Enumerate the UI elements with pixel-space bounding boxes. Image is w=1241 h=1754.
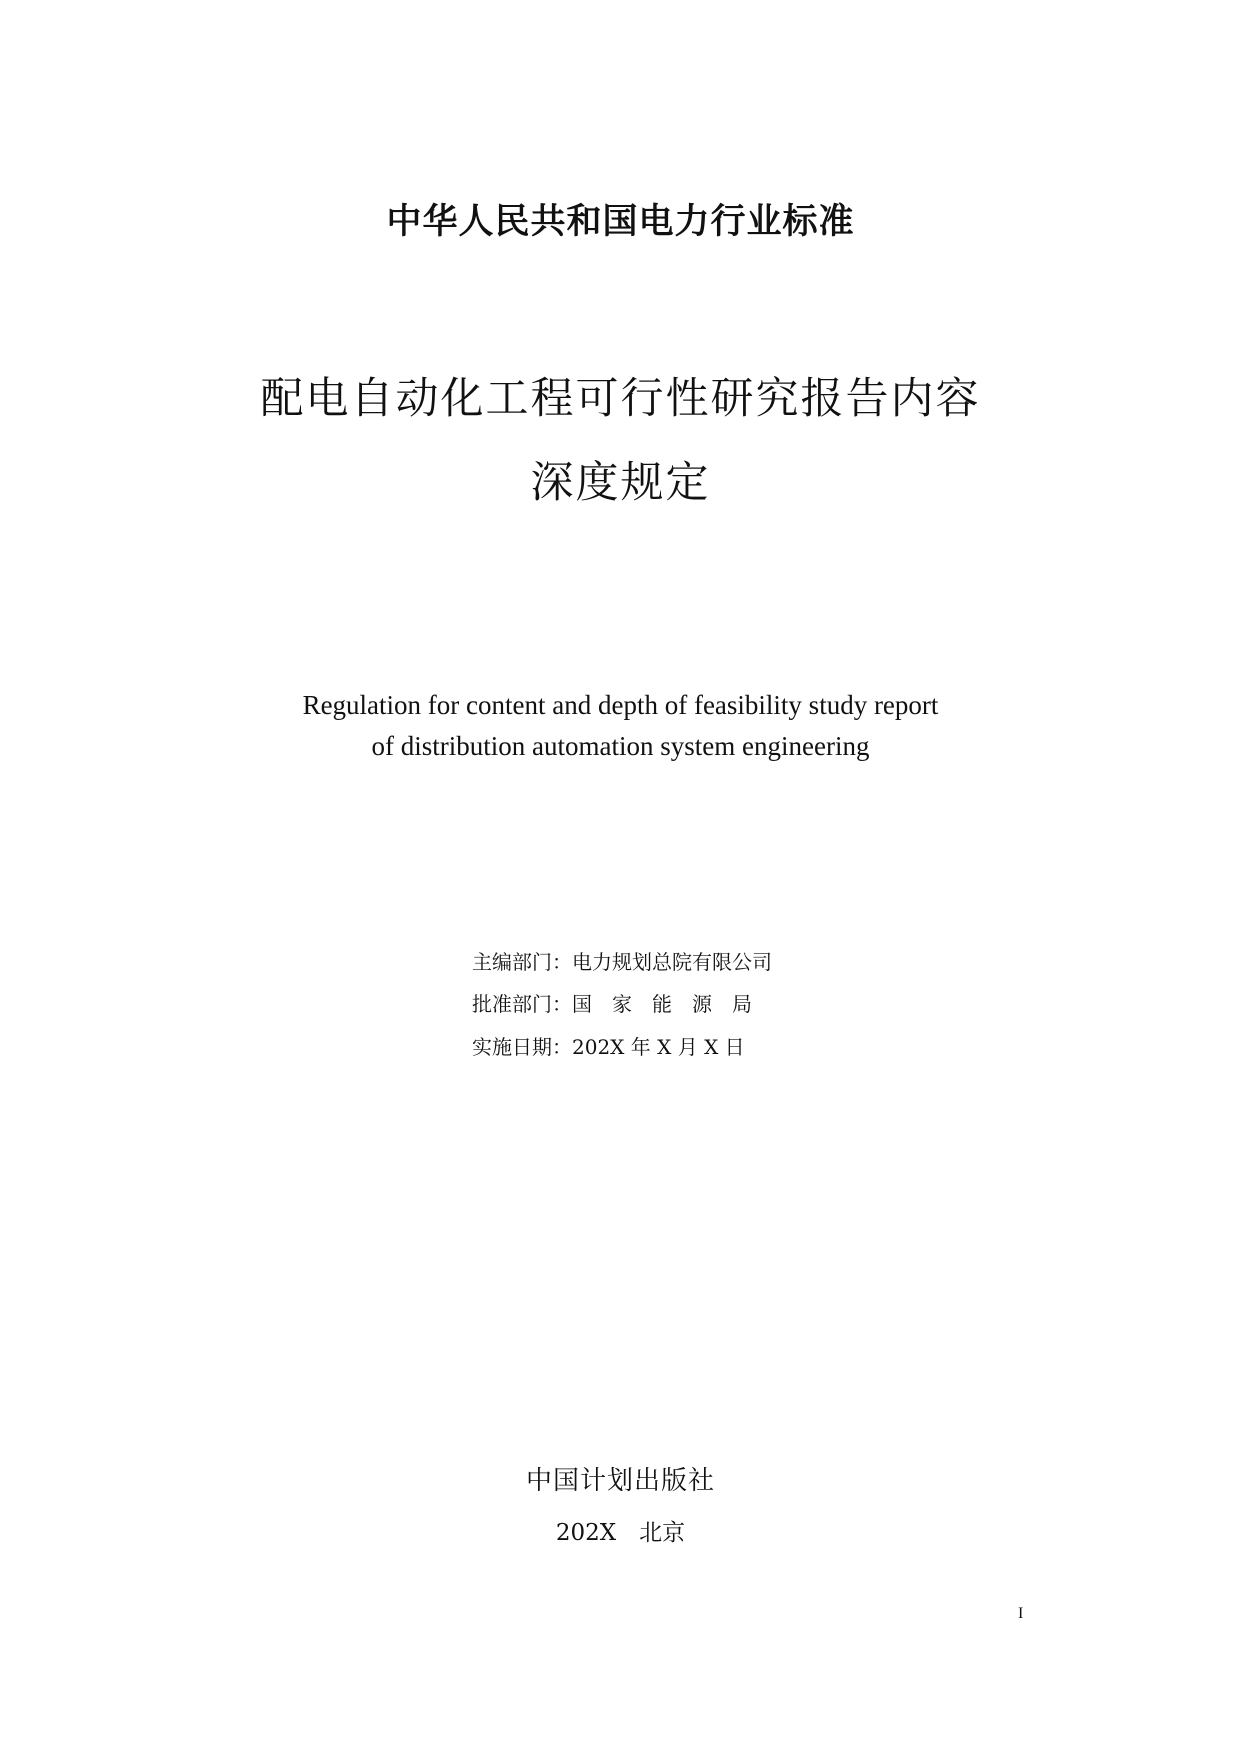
editor-department: 主编部门：电力规划总院有限公司 xyxy=(472,950,772,974)
document-title-line-1: 配电自动化工程可行性研究报告内容 xyxy=(260,374,981,424)
english-title-line-2: of distribution automation system engineering xyxy=(371,731,870,761)
english-title-line-1: Regulation for content and depth of feasibility study report xyxy=(302,690,939,720)
publisher-name: 中国计划出版社 xyxy=(525,1466,715,1496)
page-number: I xyxy=(1018,1605,1024,1622)
publication-year-place: 202X 北京 xyxy=(555,1520,686,1546)
approval-department: 批准部门：国 家 能 源 局 xyxy=(472,992,752,1016)
document-title-line-2: 深度规定 xyxy=(530,458,711,508)
implementation-date: 实施日期：202X 年 X 月 X 日 xyxy=(472,1035,745,1059)
standard-header: 中华人民共和国电力行业标准 xyxy=(386,202,855,242)
